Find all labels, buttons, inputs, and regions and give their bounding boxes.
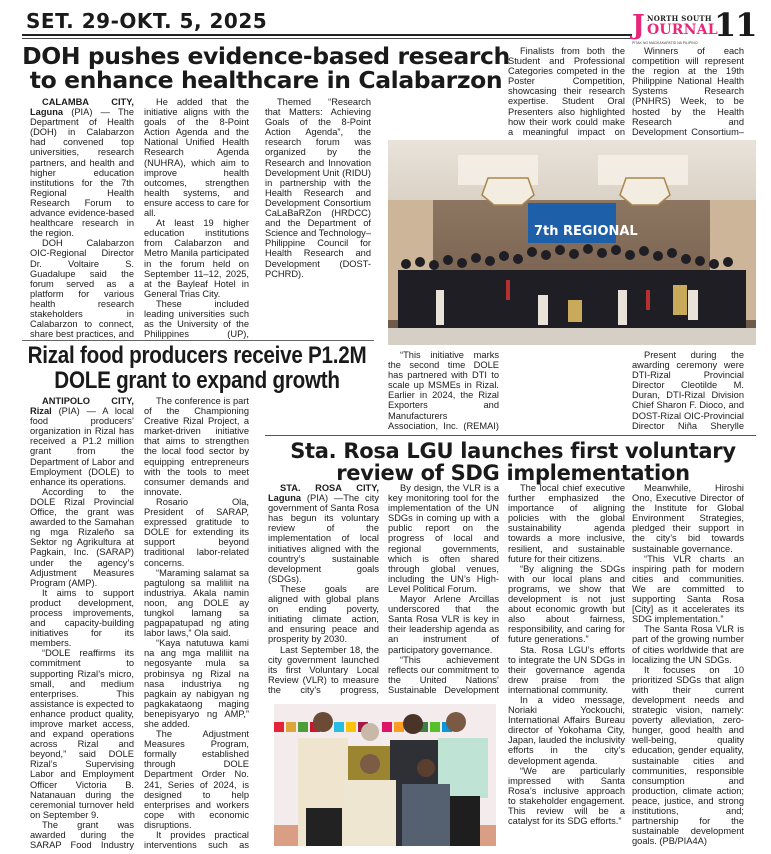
starosa-paragraph: These goals are aligned with global plans on ending poverty, initiating climate action, and ensuring peace and prosperity by 2030. [268, 583, 379, 645]
doh-forum-group-photo [388, 140, 756, 345]
logo-letter-j: J [632, 10, 645, 41]
starosa-paragraph: Meanwhile, Hiroshi Ono, Executive Director of the Institute for Global Environment Strategies, pledged their support in the city’s bid towards sustainable governance. [632, 483, 744, 554]
starosa-paragraph: The Santa Rosa VLR is part of the growing number of cities worldwide that are localizing the UN SDGs. [632, 624, 744, 665]
starosa-paragraph: (PIA) —The city government of Santa Rosa has begun its voluntary review of the implementation of local initiatives aligned with the country’s sustainable development goals (SDGs). [268, 493, 379, 584]
starosa-paragraph: The local chief executive further emphasized the importance of aligning policies with the global sustainability agenda towards a more inclusive, resilient, and sustainable future for their citizens. [508, 483, 625, 564]
rizal-column-1 [30, 396, 134, 851]
doh-column-3 [265, 97, 371, 340]
doh-headline-line2: to enhance healthcare in Calabarzon [29, 65, 503, 94]
rizal-paragraph: It aims to support product development, process improvements, and capacity-building initiatives for its members. [30, 587, 134, 649]
starosa-column-4 [632, 483, 744, 849]
rizal-paragraph: The conference is part of the Championing Creative Rizal Project, a market-driven initiative that aims to strengthen the local food sector by equipping entrepreneurs with the tools to meet consumer demands and innovate. [144, 396, 249, 497]
rizal-column-4 [388, 350, 499, 432]
starosa-paragraph: “This VLR charts an inspiring path for modern cities and communities. We are committed to supporting Santa Rosa [City] as it accelerates its SDG implementation.” [632, 553, 744, 625]
starosa-headline-line2: review of SDG implementation [336, 461, 690, 485]
rizal-column-6 [632, 350, 744, 432]
header-rule-thin [22, 38, 632, 39]
rizal-paragraph: The Adjustment Measures Program, formally established through DOLE Department Order No. 241, Series of 2024, is designed to help enterprises and workers cope with economic disruptions. [144, 729, 249, 830]
rizal-paragraph: According to the DOLE Rizal Provincial Office, the grant was awarded to the Samahan ng mga Rizaleño sa Sektor ng Agrikultura at Pagkain, Inc. (SARAP) under the agency’s Adjustment Measures Program (AMP). [30, 486, 134, 588]
starosa-headline-line1: Sta. Rosa LGU launches first voluntary [290, 439, 736, 463]
logo-north-south: NORTH SOUTH [647, 14, 712, 23]
doh-dateline: CALAMBA CITY, Laguna [30, 97, 134, 118]
page-number: 11 [714, 6, 757, 44]
doh-column-6 [632, 46, 744, 138]
starosa-paragraph: “We are particularly impressed with Santa Rosa’s inclusive approach to stakeholder engagement. This review will be a catalyst for its SDG efforts.” [508, 765, 625, 827]
starosa-officials-photo [268, 700, 501, 850]
starosa-paragraph: Sta. Rosa LGU’s efforts to integrate the UN SDGs in their governance agenda drew praise from the international community. [508, 644, 625, 695]
doh-column-5 [508, 46, 625, 138]
rizal-dateline: ANTIPOLO CITY, Rizal [30, 396, 134, 417]
rizal-headline-line2: DOLE grant to expand growth [54, 367, 340, 394]
rizal-paragraph: Rosario Ola, President of SARAP, expressed gratitude to DOLE for extending its support beyond traditional labor-related concerns. [144, 496, 249, 568]
rizal-paragraph: (PIA) — A local food producers’ organization in Rizal has received a P1.2 million grant from the Department of Labor and Employment (DOLE) to enhance its operations. [30, 406, 134, 487]
header-rule [22, 34, 632, 36]
doh-headline [22, 42, 510, 94]
doh-paragraph: He added that the initiative aligns with the goals of the 8-Point Action Agenda and the National Unified Health Research Agenda (NUHRA), which aim to improve health outcomes, strengthen health systems, and ensure access to care for all. [144, 97, 249, 219]
photo-banner-text: 7th REGIONAL [534, 224, 638, 239]
rizal-paragraph: “This initiative marks the second time DOLE has partnered with DTI to scale up MSMEs in Rizal. Earlier in 2024, the Rizal Exporters and Manufacturers Association, Inc. (REMAI) [388, 350, 499, 431]
starosa-column-2 [388, 483, 499, 695]
officials-photo-illustration [268, 700, 501, 850]
starosa-column-3 [508, 483, 625, 849]
starosa-paragraph: Mayor Arlene Arcillas underscored that the Santa Rosa VLR is key in their leadership agenda as an instrument of participatory governance. [388, 594, 499, 655]
logo-journal: OURNAL [647, 22, 718, 38]
rizal-column-2 [144, 396, 249, 851]
doh-column-2 [144, 97, 249, 340]
logo-tagline: PITAK NG MAGKAKAPATID NA PILIPINO [632, 41, 698, 45]
doh-paragraph: Winners of each competition will represent the region at the 19th Philippine National Health Systems Research (PNHRS) Week, to be hosted by the Health Research and Development Consortium– [632, 46, 744, 137]
starosa-paragraph: “By aligning the SDGs with our local plans and programs, we show that development is not just about economic growth but also about fairness, responsibility, and caring for future generations.” [508, 563, 625, 645]
doh-column-1 [30, 97, 134, 340]
doh-paragraph: (PIA) — The Department of Health (DOH) in Calabarzon had convened top universities, research partners, and health and higher education institutions for the 7th Regional Health Research Forum to advance evidence-based healthcare research in the region. [30, 107, 134, 239]
rizal-headline [22, 343, 372, 393]
group-photo-illustration [388, 140, 756, 345]
rizal-paragraph: “Maraming salamat sa pagtulong sa maliliit na industriya. Akala namin noon, ang DOLE ay tungkol lamang sa pagpapatupad ng ating labor laws,” Ola said. [144, 567, 249, 639]
doh-paragraph: Finalists from both the Student and Professional Categories competed in the Poster Competition, showcasing their research expertise. Student Oral Presenters also highlighted how their work could make a meaningful impact on [508, 46, 625, 137]
section-divider [22, 340, 374, 341]
doh-headline-line1: DOH pushes evidence-based research [22, 42, 510, 70]
starosa-paragraph: By design, the VLR is a key monitoring tool for the implementation of the UN SDGs in coming up with a public report on the progress of local and regional governments, which is often shared through global venues, including the UN’s High-Level Political Forum. [388, 483, 499, 594]
rizal-headline-line1: Rizal food producers receive P1.2M [27, 342, 367, 369]
doh-paragraph: Themed “Research that Matters: Achieving Goals of the 8-Point Action Agenda”, the research forum was organized by the Research and Innovation Development Unit (RIDU) in partnership with the Health Research and Development Consortium CaLaBaRZon (HRDCC) and the Department of Science and Technology–Philippine Council for Health Research and Development (DOST-PCHRD). [265, 97, 371, 279]
newspaper-logo [632, 10, 718, 45]
rizal-paragraph: The grant was awarded during the SARAP Food Industry [30, 819, 134, 851]
starosa-paragraph: It focuses on 10 prioritized SDGs that align with their current development needs and strategic vision, namely: poverty alleviation, zero-hunger, good health and well-being, quality education, gender equality, sustainable cities and communities, responsible consumption and production, climate action; peace, justice, and strong institutions, and; partnership for the sustainable development goals. (PB/PIA4A) [632, 664, 744, 847]
starosa-column-1 [268, 483, 379, 695]
starosa-headline [270, 440, 756, 484]
doh-paragraph: These included leading universities such as the University of the Philippines (UP), [144, 298, 249, 340]
rizal-paragraph: It provides practical interventions such as [144, 830, 249, 851]
rizal-paragraph: Present during the awarding ceremony were DTI-Rizal Provincial Director Cleotilde M. Duran, DTI-Rizal Division Chief Sharon F. Dioco, and DOST-Rizal OIC-Provincial Director Niña Sherylle [632, 350, 744, 431]
starosa-paragraph: Last September 18, the city government launched its first Voluntary Local Review (VLR) to measure the city’s progress, [268, 644, 379, 695]
starosa-dateline: STA. ROSA CITY, Laguna [268, 483, 379, 504]
starosa-paragraph: “This achievement reflects our commitment to the United Nations’ Sustainable Development [388, 654, 499, 695]
rizal-paragraph: “Kaya natutuwa kami na ang mga maliliit na negosyante mula sa probinsya ng Rizal na nasa industriya ng pagkain ay nabigyan ng pagkakataong maging benepisyaryo ng AMP,” she added. [144, 638, 249, 729]
issue-date: SET. 29-OKT. 5, 2025 [26, 9, 268, 33]
section-divider [265, 435, 756, 436]
doh-paragraph: At least 19 higher education institutions from Calabarzon and Metro Manila participated in the forum held on September 11–12, 2025, at the Bayleaf Hotel in General Trias City. [144, 218, 249, 299]
rizal-paragraph: “DOLE reaffirms its commitment to supporting Rizal’s micro, small, and medium enterprises. This assistance is expected to enhance product quality, improve market access, and expand operations across Rizal and beyond,” said DOLE Rizal’s Supervising Labor and Employment Officer Victoria B. Natanauan during the ceremonial turnover held on September 9. [30, 648, 134, 820]
doh-paragraph: DOH Calabarzon OIC-Regional Director Dr. Voltaire S. Guadalupe said the forum served as a platform for various health research stakeholders in Calabarzon to connect, share best practices, and [30, 238, 134, 340]
starosa-paragraph: In a video message, Noriaki Yockouchi, International Affairs Bureau director of Yokohama City, Japan, lauded the inclusivity efforts in the city’s development agenda. [508, 694, 625, 766]
